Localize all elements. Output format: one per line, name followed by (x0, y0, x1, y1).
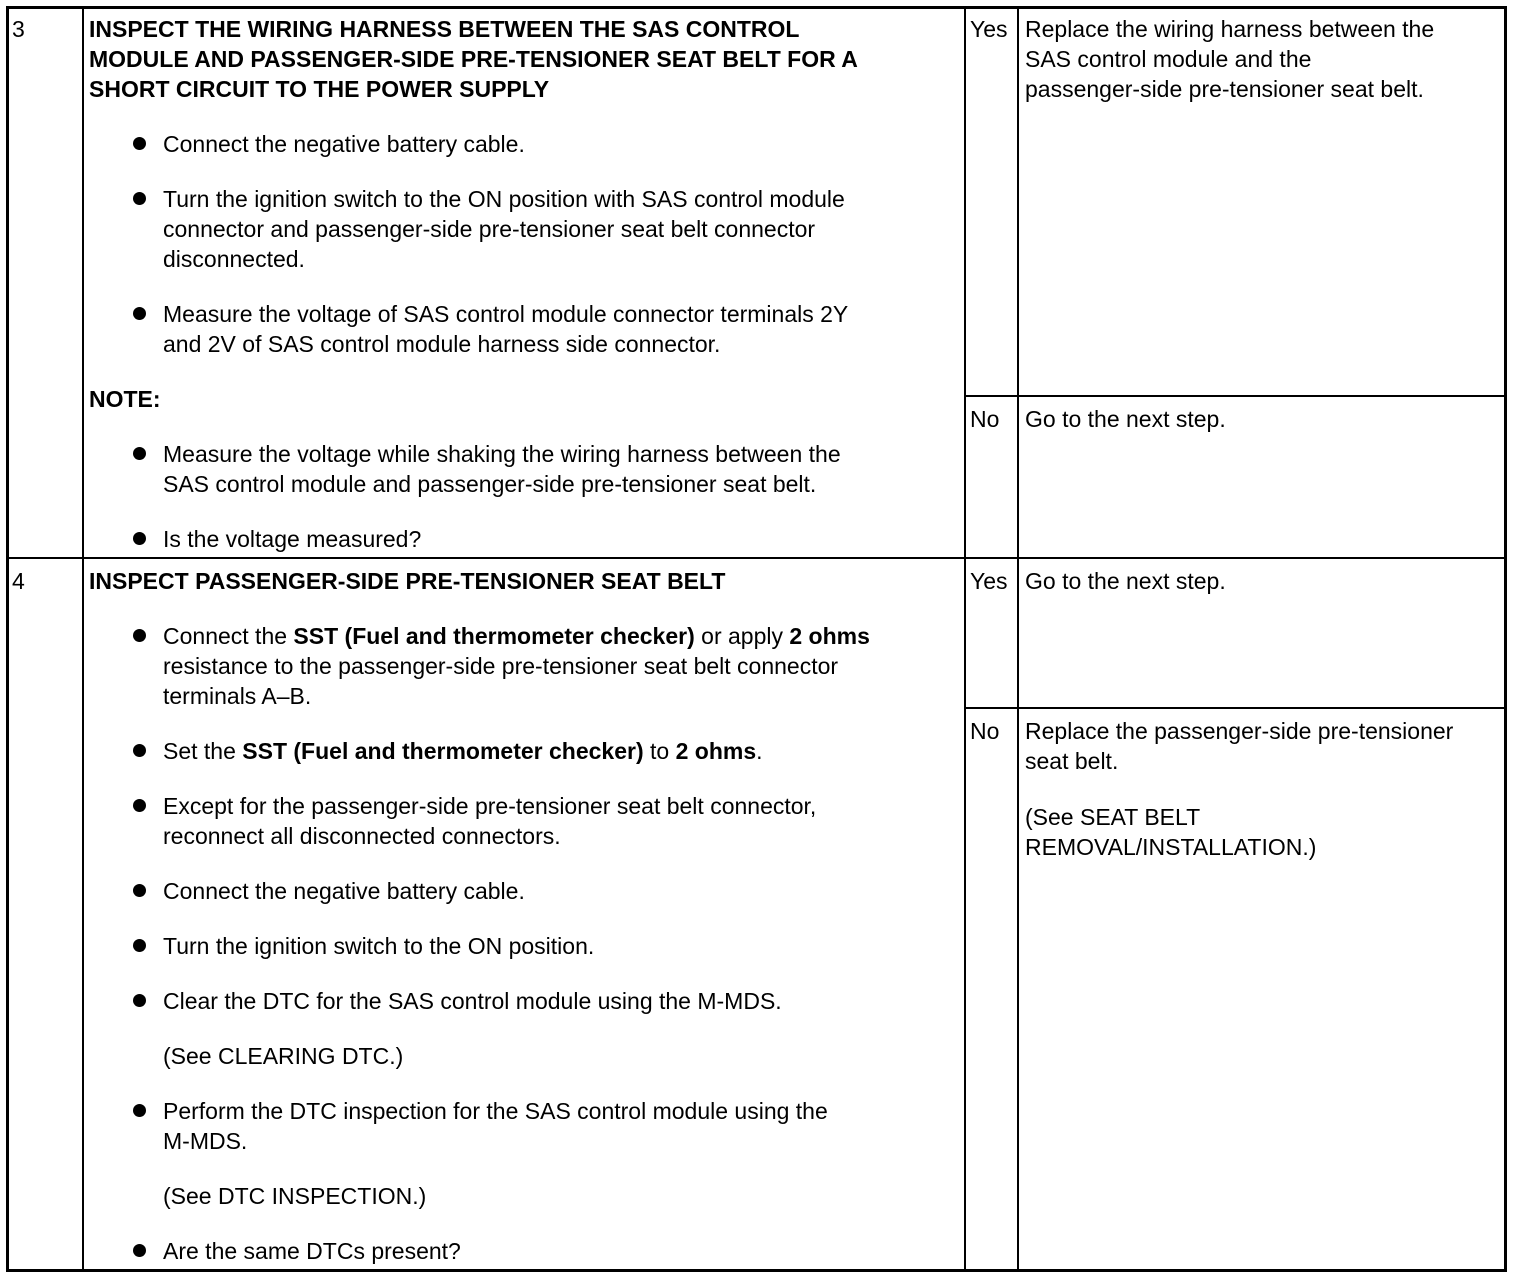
row-divider-step (7, 557, 1506, 559)
result-yes-label: Yes (970, 16, 1008, 42)
bullet-icon (133, 799, 146, 812)
bullet-text: Turn the ignition switch to the ON position with SAS control module (163, 186, 845, 212)
result-divider-step4 (964, 707, 1506, 709)
result-no-label: No (970, 406, 1000, 432)
bullet-text-part: Connect the (163, 623, 294, 649)
result-divider-step3 (964, 395, 1506, 397)
step-title-line: INSPECT PASSENGER-SIDE PRE-TENSIONER SEAT BELT (89, 568, 726, 594)
bullet-text: terminals A–B. (163, 683, 312, 709)
bullet-text: Except for the passenger-side pre-tensioner seat belt connector, (163, 793, 817, 819)
result-no-text: Go to the next step. (1025, 406, 1226, 432)
result-no-text: Replace the passenger-side pre-tensioner (1025, 718, 1454, 744)
bullet-text-part: or apply (694, 623, 790, 649)
bullet-text: Connect the negative battery cable. (163, 131, 525, 157)
bullet-icon (133, 629, 146, 642)
sst-name: SST (Fuel and thermometer checker) (242, 738, 644, 764)
column-divider-number (82, 7, 84, 1271)
bullet-icon (133, 994, 146, 1007)
bullet-icon (133, 307, 146, 320)
reference-link-clearing-dtc[interactable]: (See CLEARING DTC.) (163, 1043, 404, 1069)
column-divider-action (964, 7, 966, 1271)
reference-link-seat-belt[interactable]: REMOVAL/INSTALLATION.) (1025, 834, 1317, 860)
result-yes-label: Yes (970, 568, 1008, 594)
bullet-icon (133, 137, 146, 150)
bullet-text-part: to (643, 738, 676, 764)
bullet-text (163, 621, 870, 651)
bullet-text: Are the same DTCs present? (163, 1238, 461, 1264)
bullet-text: connector and passenger-side pre-tensioner seat belt connector (163, 216, 816, 242)
step-number: 3 (12, 16, 25, 42)
bullet-icon (133, 447, 146, 460)
step-title-line: INSPECT THE WIRING HARNESS BETWEEN THE SAS CONTROL (89, 16, 800, 42)
bullet-text: reconnect all disconnected connectors. (163, 823, 561, 849)
bullet-icon (133, 744, 146, 757)
result-yes-text: SAS control module and the (1025, 46, 1312, 72)
bullet-text-part: Set the (163, 738, 243, 764)
bullet-text: and 2V of SAS control module harness side connector. (163, 331, 721, 357)
bullet-text: resistance to the passenger-side pre-tensioner seat belt connector (163, 653, 839, 679)
step-title-line: MODULE AND PASSENGER-SIDE PRE-TENSIONER SEAT BELT FOR A (89, 46, 858, 72)
bullet-text: SAS control module and passenger-side pre-tensioner seat belt. (163, 471, 817, 497)
bullet-text: Turn the ignition switch to the ON position. (163, 933, 595, 959)
step-title-line: SHORT CIRCUIT TO THE POWER SUPPLY (89, 76, 550, 102)
bullet-icon (133, 884, 146, 897)
reference-link-dtc-inspection[interactable]: (See DTC INSPECTION.) (163, 1183, 427, 1209)
step-number: 4 (12, 568, 25, 594)
bullet-text: disconnected. (163, 246, 305, 272)
bullet-text: Measure the voltage while shaking the wiring harness between the (163, 441, 841, 467)
bullet-icon (133, 939, 146, 952)
resistance-value: 2 ohms (789, 623, 870, 649)
bullet-text: Measure the voltage of SAS control module connector terminals 2Y (163, 301, 849, 327)
sst-name: SST (Fuel and thermometer checker) (293, 623, 695, 649)
reference-link-seat-belt[interactable]: (See SEAT BELT (1025, 804, 1201, 830)
bullet-text: Perform the DTC inspection for the SAS control module using the (163, 1098, 828, 1124)
resistance-value: 2 ohms (675, 738, 757, 764)
bullet-text: Is the voltage measured? (163, 526, 422, 552)
bullet-icon (133, 1244, 146, 1257)
bullet-text: Connect the negative battery cable. (163, 878, 525, 904)
bullet-text: M-MDS. (163, 1128, 248, 1154)
result-yes-text: passenger-side pre-tensioner seat belt. (1025, 76, 1424, 102)
result-yes-text: Go to the next step. (1025, 568, 1226, 594)
bullet-text (163, 736, 763, 766)
result-no-label: No (970, 718, 1000, 744)
note-label: NOTE: (89, 386, 161, 412)
bullet-icon (133, 192, 146, 205)
bullet-icon (133, 532, 146, 545)
bullet-icon (133, 1104, 146, 1117)
result-yes-text: Replace the wiring harness between the (1025, 16, 1435, 42)
bullet-text-part: . (756, 738, 763, 764)
bullet-text: Clear the DTC for the SAS control module using the M-MDS. (163, 988, 782, 1014)
result-no-text: seat belt. (1025, 748, 1119, 774)
column-divider-result (1017, 7, 1019, 1271)
